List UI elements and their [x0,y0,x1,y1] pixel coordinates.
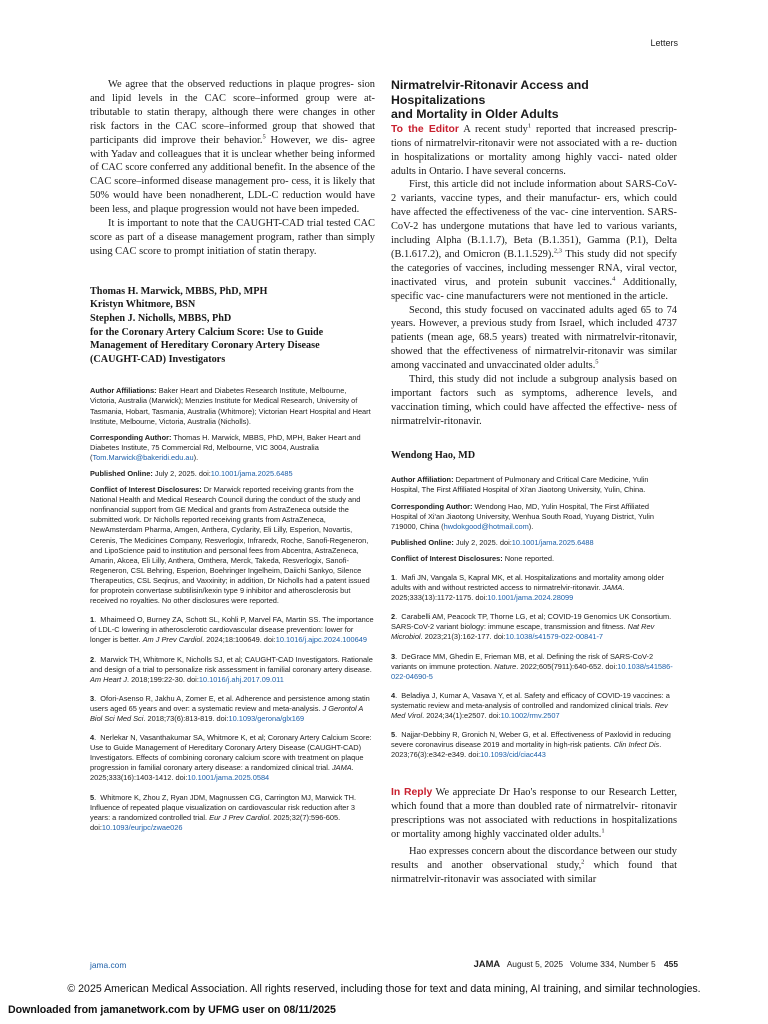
letter-title: Nirmatrelvir-Ritonavir Access and Hospitalizations and Mortality in Older Adults [391,78,589,122]
conflict-disclosures: Conflict of Interest Disclosures: Dr Marwick reported receiving grants from the National Health and Medical Research Council during the conduct of the study and nonfinancial support from GE Medical and grants from AstraZeneca outside the submitted work. Dr Nicholls reported receiving grants from AstraZeneca, NewAmsterdam Pharma, Amgen, Anthera, Cyclarity, Eli Lilly, Esperion, Novartis, Cerenis, The Medicines Company, Resverlogix, Infraredx, Roche, Sanofi-Regeneron, and LipoScience paid to institution and personal fees from Abcentra, AstraZeneca, Amarin, Akcea, Eli Lilly, Anthera, Omthera, Merck, Takeda, Resverlogix, Sanofi-Regeneron, CSL Behring, Esperion, Boehringer Ingelheim, Daiichi Sankyo, Silence Therapeutics, CSL Seqirus, and Vaxxinity; in addition, Dr Nicholls had a patent issued for proprotein convertase subtilisin/kexin type 9 inhibitor and atherosclerosis but received no royalties. No other disclosures were reported. [90,485,370,606]
reference-item: 2. Carabelli AM, Peacock TP, Thorne LG, et al; COVID-19 Genomics UK Consortium. SARS-CoV-2 variant biology: immune escape, transmission and fitness. Nat Rev Microbiol. 2023;21(3):162-177. doi:10.1038/s41579-022-00841-7 [391,612,672,642]
journal-footer [474,958,678,969]
left-paragraph-1: We agree that the observed reductions in plaque progres- sion and lipid levels in the CAC score–informed group were at- tributable to statin therapy, although there were changes in other risk factors in the CAC score–informed group that showed that participants did improve their behavior.$^5$ However, we dis- agree with Yadav and colleagues that it is unclear whether being informed of CAC score conferred any additional benefit. In the absence of the CAC score–informed disease management pro- cess, it is likely that 50% would have been nonadherent, LDL-C reduction would have been less, and plaque progression would not have been impeded. [90,79,375,216]
author-name: Stephen J. Nicholls, MBBS, PhD [90,312,232,324]
reference-item: 1. Mafi JN, Vangala S, Kapral MK, et al. Hospitalizations and mortality among older adults with and without restricted access to nirmatrelvir-ritonavir. JAMA. 2025;333(13):1172-1175. doi:10.1001/jama.2024.28099 [391,572,665,603]
reference-item: 5. Whitmore K, Zhou Z, Ryan JDM, Magnussen CG, Carrington MJ, Marwick TH. Influence of repeated plaque visualization on cardiovascular risk reduction after 3 years: a randomized controlled trial. Eur J Prev Cardiol. 2025;32(7):596-605. doi:10.1093/eurjpc/zwae026 [90,792,357,832]
reference-item: 3. Ofori-Asenso R, Jakhu A, Zomer E, et al. Adherence and persistence among statin users aged 65 years and over: a systematic review and meta-analysis. J Gerontol A Biol Sci Med Sci. 2018;73(6):813-819. doi:10.1093/gerona/glx169 [90,693,370,723]
published-online: Published Online: July 2, 2025. doi:10.1001/jama.2025.6488 [391,537,594,547]
reference-item: 1. Mhaimeed O, Burney ZA, Schott SL, Kohli P, Marvel FA, Martin SS. The importance of LDL-C lowering in atherosclerotic cardiovascular disease prevention: lower for longer is better. Am J Prev Cardiol. 2024;18:100649. doi:10.1016/j.ajpc.2024.100649 [90,615,374,645]
section-header: Letters [650,38,678,48]
conflict-disclosures: Conflict of Interest Disclosures: None reported. [391,553,555,563]
left-paragraph-2: It is important to note that the CAUGHT-CAD trial tested CAC score as part of a disease management program, rather than simply using CAC score to prompt initiation of statin therapy. [90,218,375,257]
email-link[interactable]: hwdokgood@hotmail.com [443,521,529,531]
corresponding-author: Corresponding Author: Wendong Hao, MD, Yulin Hospital, The First Affiliated Hospital of Xi'an Jiaotong University, Wenhua South Road, Yuyang District, Yulin 719000, China (hwdokgood@hotmail.com). [391,501,654,531]
reference-item: 2. Marwick TH, Whitmore K, Nicholls SJ, et al; CAUGHT-CAD Investigators. Rationale and design of a trial to personalize risk assessment in familial coronary artery disease. Am Heart J. 2018;199:22-30. doi:10.1016/j.ahj.2017.09.011 [90,654,373,684]
corresponding-author: Corresponding Author: Thomas H. Marwick, MBBS, PhD, MPH, Baker Heart and Diabetes Institute, 75 Commercial Rd, Melbourne, VIC 3004, Australia (Tom.Marwick@bakeridi.edu.au). [90,432,361,462]
published-online: Published Online: July 2, 2025. doi:10.1001/jama.2025.6485 [90,469,293,478]
reference-item: 3. DeGrace MM, Ghedin E, Frieman MB, et al. Defining the risk of SARS-CoV-2 variants on immune protection. Nature. 2022;605(7911):640-652. doi:10.1038/s41586-022-04690-5 [391,651,673,681]
doi-link[interactable]: 10.1093/eurjpc/zwae026 [101,822,183,832]
doi-link[interactable]: 10.1001/jama.2025.0584 [187,773,270,783]
doi-link[interactable]: 10.1016/j.ahj.2017.09.011 [198,674,284,684]
doi-link[interactable]: 10.1001/jama.2024.28099 [487,593,574,603]
doi-link[interactable]: 10.1038/s41579-022-00841-7 [505,632,604,642]
download-notice: Downloaded from jamanetwork.com by UFMG user on 08/11/2025 [8,1004,336,1016]
reference-item: 5. Najjar-Debbiny R, Gronich N, Weber G, et al. Effectiveness of Paxlovid in reducing severe coronavirus disease 2019 and mortality in high-risk patients. Clin Infect Dis. 2023;76(3):e342-e349. doi:10.1093/cid/ciac443 [391,730,671,760]
doi-link[interactable]: 10.1001/jama.2025.6485 [210,469,293,478]
author-affiliations: Author Affiliation: Department of Pulmonary and Critical Care Medicine, Yulin Hospital, The First Affiliated Hospital of Xi'an Jiaotong University, Yulin, China. [391,475,649,495]
doi-link[interactable]: 10.1002/rmv.2507 [500,711,560,720]
reply-paragraph-1: In Reply We appreciate Dr Hao's response to our Research Letter, which found that a more than doubled rate of nirmatrelvir- ritonavir prescriptions was not associated with reductions in hospitalizations or mortality among highly vaccinated older adults.$^1$ [391,787,677,841]
site-link[interactable]: jama.com [90,960,127,970]
doi-link[interactable]: 10.1093/cid/ciac443 [480,750,546,760]
author-list [391,449,677,463]
author-name: Thomas H. Marwick, MBBS, PhD, MPH [90,285,268,297]
author-name: Wendong Hao, MD [391,449,476,461]
reference-item: 4. Nerlekar N, Vasanthakumar SA, Whitmore K, et al; Coronary Artery Calcium Score: Use to Guide Management of Hereditary Coronary Artery Disease (CAUGHT-CAD) Investigators. Effects of combining coronary calcium score with treatment on plaque progression in familial coronary artery disease: a randomized clinical trial. JAMA. 2025;333(16):1403-1412. doi:10.1001/jama.2025.0584 [90,733,372,783]
right-paragraph-1: To the Editor A recent study$^1$ reported that increased prescrip- tions of nirmatrelvir-ritonavir were not associated with a re- duction in hospitalizations or mortality among highly vacci- nated older adults in Ontario. I have several concerns. [391,122,677,177]
to-editor-label: To the Editor [391,123,459,135]
right-paragraph-3: Second, this study focused on vaccinated adults aged 65 to 74 years. However, a previous study from Israel, which included 4737 patients (mean age, 68.5 years) treated with nirmatrelvir-ritonavir, showed that the effectiveness of nirmatrelvir-ritonavir was similar among vaccinated and unvaccinated older adults.$^5$ [391,304,678,372]
author-list [90,285,375,367]
doi-link[interactable]: 10.1038/s41586-022-04690-5 [391,661,673,681]
author-group: Management of Hereditary Coronary Artery Disease [90,340,320,352]
journal-name: JAMA [473,958,501,969]
reference-item: 4. Beladiya J, Kumar A, Vasava Y, et al. Safety and efficacy of COVID-19 vaccines: a systematic review and meta-analysis of controlled and randomized clinical trials. Rev Med Virol. 2024;34(1):e2507. doi:10.1002/rmv.2507 [391,690,670,720]
doi-link[interactable]: 10.1093/gerona/glx169 [228,713,305,723]
right-column [391,78,677,887]
copyright-notice: © 2025 American Medical Association. All rights reserved, including those for text and data mining, AI training, and similar technologies. [67,983,701,995]
right-paragraph-4: Third, this study did not include a subgroup analysis based on important factors such as symptoms, adherence levels, and vaccination timing, which could have affected the effective- ness of nirmatrelvir-ritonavir. [391,374,677,427]
reference-list [90,615,375,833]
author-affiliations: Author Affiliations: Baker Heart and Diabetes Research Institute, Melbourne, Victoria, Australia (Marwick); Menzies Institute for Medical Research, University of Tasmania, Hobart, Tasmania, Australia (Whitmore); Victorian Heart Hospital and Heart Institute, Melbourne, Victoria, Australia (Nicholls). [90,386,371,426]
left-column [90,78,375,833]
right-paragraph-2: First, this article did not include information about SARS-CoV-2 variants, vaccine types, and their manufactur- ers, which could have affected the effectiveness of the vac- cine intervention. SARS-CoV-2 has undergone mutations that have led to various variants, including Alpha (B.1.1.7), Beta (B.1.351), Gamma (P.1), Delta (B.1.617.2), and Omicron (B.1.1.529).$^{2,3}$ This study did not specify the categories of vaccines, including messenger RNA, viral vector, inactivated virus, and protein subunit vaccines.$^4$ Additionally, specific vac- cine manufacturers were not mentioned in the article. [391,179,678,302]
in-reply-label: In Reply [391,787,433,799]
email-link[interactable]: Tom.Marwick@bakeridi.edu.au [92,452,194,462]
author-name: Kristyn Whitmore, BSN [90,299,196,311]
doi-link[interactable]: 10.1001/jama.2025.6488 [511,537,594,547]
doi-link[interactable]: 10.1016/j.ajpc.2024.100649 [275,635,367,645]
issue-info: August 5, 2025 Volume 334, Number 5 [506,959,656,969]
page-number: 455 [664,959,678,969]
reference-list [391,573,677,760]
reply-paragraph-2: Hao expresses concern about the discordance between our study results and another observational study,$^2$ which found that nirmatrelvir-ritonavir was associated with similar [391,846,678,885]
author-group: (CAUGHT-CAD) Investigators [90,353,226,365]
author-group: for the Coronary Artery Calcium Score: Use to Guide [90,326,324,338]
